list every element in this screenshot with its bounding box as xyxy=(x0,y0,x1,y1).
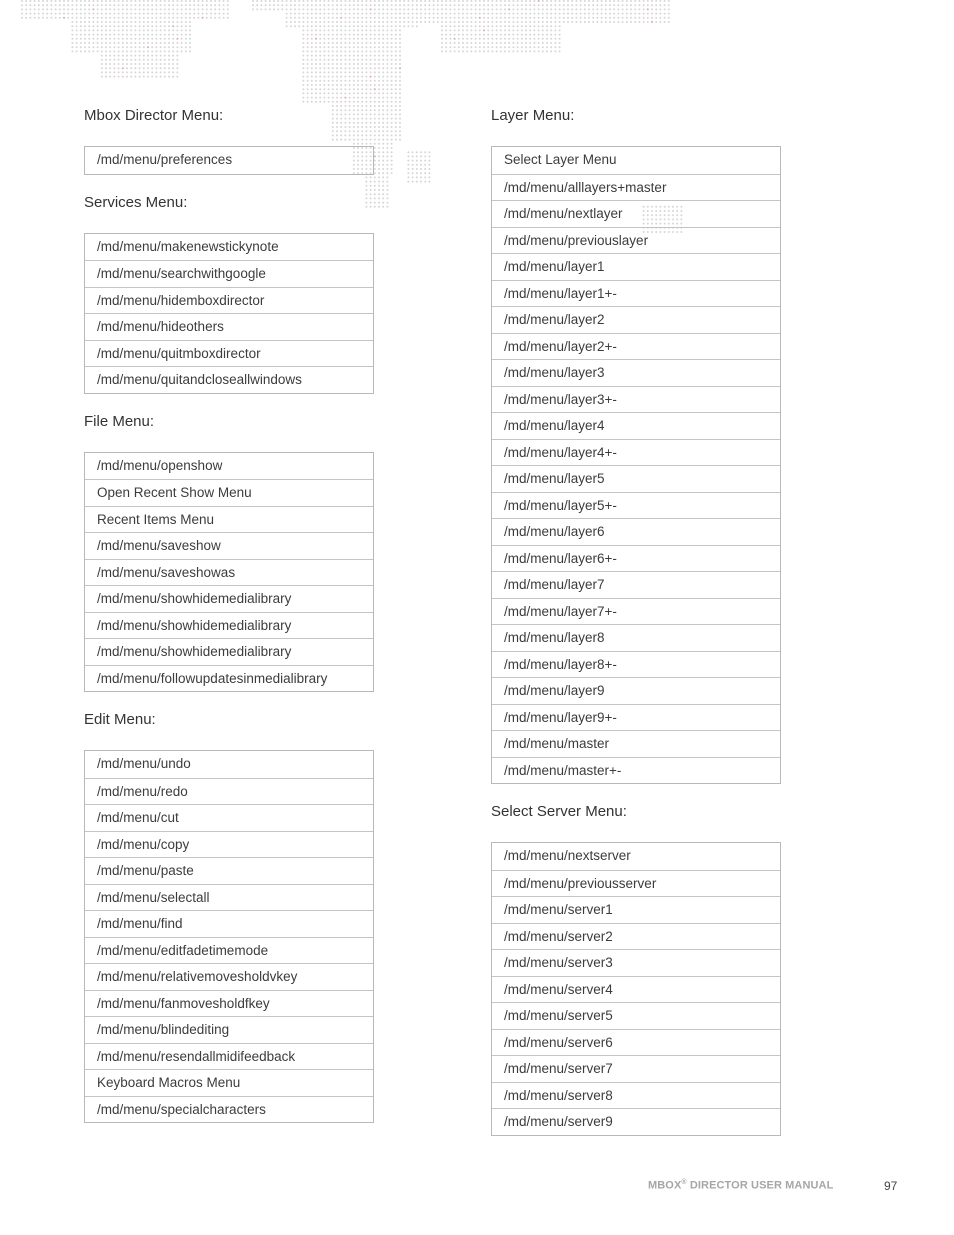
footer-manual-title xyxy=(648,1179,833,1192)
command-row: /md/menu/relativemovesholdvkey xyxy=(85,963,373,990)
command-row: Recent Items Menu xyxy=(85,506,373,533)
page-number: 97 xyxy=(884,1179,898,1193)
command-table xyxy=(491,842,781,1136)
command-row: /md/menu/master+- xyxy=(492,757,780,784)
command-table xyxy=(84,452,374,693)
command-row: /md/menu/server5 xyxy=(492,1002,780,1029)
command-row: /md/menu/showhidemedialibrary xyxy=(85,585,373,612)
command-row: /md/menu/master xyxy=(492,730,780,757)
command-row: /md/menu/showhidemedialibrary xyxy=(85,612,373,639)
command-row: /md/menu/copy xyxy=(85,831,373,858)
command-row: /md/menu/specialcharacters xyxy=(85,1096,373,1123)
command-row: /md/menu/hideothers xyxy=(85,313,373,340)
command-row: /md/menu/server1 xyxy=(492,896,780,923)
command-row: /md/menu/followupdatesinmedialibrary xyxy=(85,665,373,692)
command-row: /md/menu/layer5 xyxy=(492,465,780,492)
command-row: /md/menu/server9 xyxy=(492,1108,780,1135)
command-row: /md/menu/layer5+- xyxy=(492,492,780,519)
command-row: /md/menu/layer2+- xyxy=(492,333,780,360)
command-row: /md/menu/layer7 xyxy=(492,571,780,598)
command-row: /md/menu/nextserver xyxy=(504,848,631,863)
command-row: /md/menu/searchwithgoogle xyxy=(85,260,373,287)
command-row: /md/menu/layer8 xyxy=(492,624,780,651)
command-row: /md/menu/blindediting xyxy=(85,1016,373,1043)
command-row: /md/menu/paste xyxy=(85,857,373,884)
command-row: /md/menu/server7 xyxy=(492,1055,780,1082)
command-row: /md/menu/previouslayer xyxy=(492,227,780,254)
command-row: /md/menu/find xyxy=(85,910,373,937)
command-row: /md/menu/selectall xyxy=(85,884,373,911)
command-table xyxy=(84,750,374,1123)
command-row: /md/menu/alllayers+master xyxy=(492,174,780,201)
command-row: /md/menu/cut xyxy=(85,804,373,831)
command-row: /md/menu/previousserver xyxy=(492,870,780,897)
command-row: /md/menu/server4 xyxy=(492,976,780,1003)
command-row: /md/menu/quitmboxdirector xyxy=(85,340,373,367)
command-row: /md/menu/server2 xyxy=(492,923,780,950)
command-row: Select Layer Menu xyxy=(504,152,617,167)
command-row: /md/menu/layer7+- xyxy=(492,598,780,625)
command-row: /md/menu/redo xyxy=(85,778,373,805)
command-row: /md/menu/editfadetimemode xyxy=(85,937,373,964)
command-row: /md/menu/layer6 xyxy=(492,518,780,545)
command-row: /md/menu/server3 xyxy=(492,949,780,976)
section-heading: Services Menu: xyxy=(84,193,188,211)
command-row: /md/menu/undo xyxy=(97,756,191,771)
command-row: /md/menu/layer9 xyxy=(492,677,780,704)
command-table xyxy=(84,233,374,394)
command-row: /md/menu/quitandcloseallwindows xyxy=(85,366,373,393)
section-heading: Layer Menu: xyxy=(491,107,575,124)
command-table xyxy=(84,146,374,175)
command-row: Keyboard Macros Menu xyxy=(85,1069,373,1096)
command-row: /md/menu/nextlayer xyxy=(492,200,780,227)
command-row: /md/menu/layer1 xyxy=(492,253,780,280)
command-row: /md/menu/preferences xyxy=(97,152,233,167)
command-row: /md/menu/showhidemedialibrary xyxy=(85,638,373,665)
footer-manual-title-prefix: MBOX xyxy=(648,1179,682,1192)
command-row: /md/menu/hidemboxdirector xyxy=(85,287,373,314)
command-row: /md/menu/fanmovesholdfkey xyxy=(85,990,373,1017)
footer-manual-title-suffix: DIRECTOR USER MANUAL xyxy=(686,1179,834,1192)
command-row: /md/menu/resendallmidifeedback xyxy=(85,1043,373,1070)
left-column xyxy=(84,106,374,1141)
command-row: /md/menu/saveshow xyxy=(85,532,373,559)
section-heading: File Menu: xyxy=(84,412,155,430)
command-row: /md/menu/server8 xyxy=(492,1082,780,1109)
command-row: /md/menu/saveshowas xyxy=(85,559,373,586)
command-row: /md/menu/makenewstickynote xyxy=(97,238,279,254)
command-row: /md/menu/server6 xyxy=(492,1029,780,1056)
command-table xyxy=(491,146,781,784)
command-row: /md/menu/layer6+- xyxy=(492,545,780,572)
command-row: /md/menu/layer4 xyxy=(492,412,780,439)
command-row: /md/menu/layer1+- xyxy=(492,280,780,307)
command-row: Open Recent Show Menu xyxy=(85,479,373,506)
right-column xyxy=(491,106,781,1154)
command-row: /md/menu/layer3+- xyxy=(492,386,780,413)
command-row: /md/menu/layer2 xyxy=(492,306,780,333)
section-heading: Mbox Director Menu: xyxy=(84,107,224,124)
command-row: /md/menu/layer3 xyxy=(492,359,780,386)
command-row: /md/menu/layer9+- xyxy=(492,704,780,731)
command-row: /md/menu/layer4+- xyxy=(492,439,780,466)
command-row: /md/menu/openshow xyxy=(97,457,223,473)
section-heading: Select Server Menu: xyxy=(491,803,627,820)
registered-mark: ® xyxy=(681,1179,687,1186)
command-row: /md/menu/layer8+- xyxy=(492,651,780,678)
section-heading: Edit Menu: xyxy=(84,711,156,728)
